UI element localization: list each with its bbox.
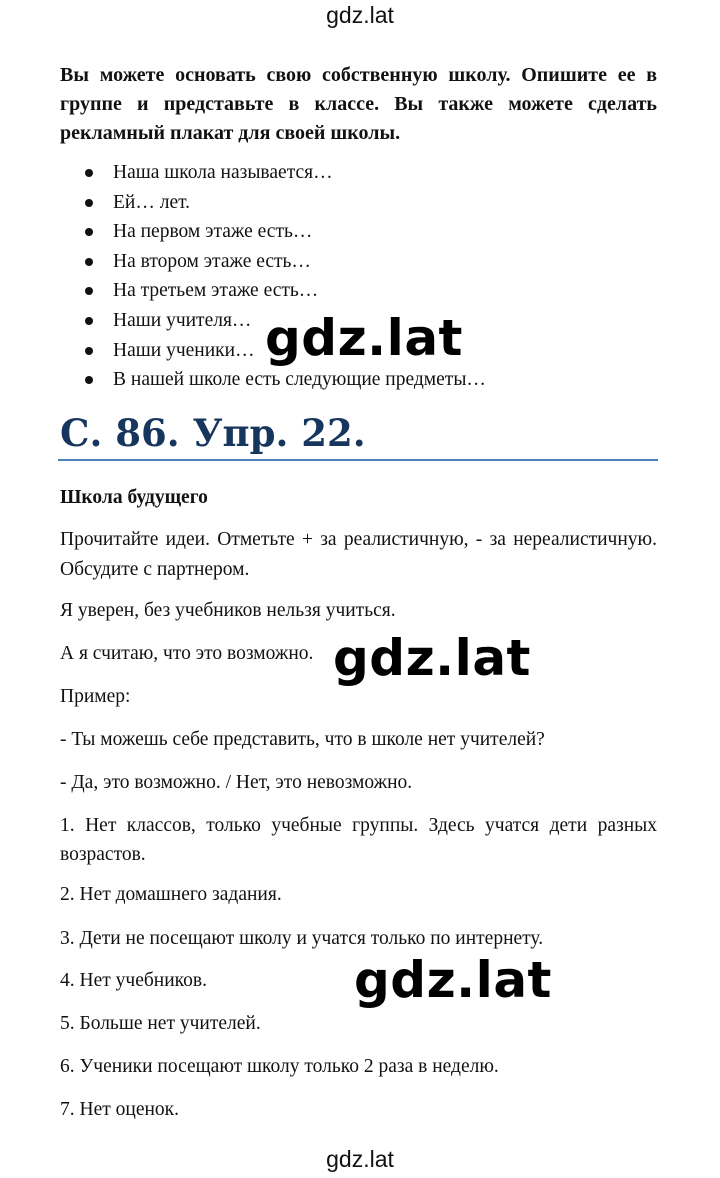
bullet-icon [85, 347, 93, 355]
bullet-icon [85, 287, 93, 295]
list-item-text: Наши учителя… [113, 309, 252, 331]
list-item [0, 247, 486, 277]
idea-item-3: 3. Дети не посещают школу и учатся только по интернету. [60, 928, 544, 949]
opinion-line-1: Я уверен, без учебников нельзя учиться. [60, 600, 396, 621]
list-item-text: Ей… лет. [113, 191, 191, 213]
idea-item-6: 6. Ученики посещают школу только 2 раза в неделю. [60, 1056, 499, 1077]
list-item [0, 188, 486, 218]
intro-paragraph: Вы можете основать свою собственную школу. Опишите ее в группе и представьте в классе. Вы также можете сделать рекламный плакат для своей школы. [60, 64, 657, 144]
list-item [0, 365, 486, 395]
list-item-text: Наша школа называется… [113, 162, 333, 183]
list-item-text: Наши ученики… [113, 339, 255, 361]
bullet-icon [85, 228, 93, 236]
idea-item-1: 1. Нет классов, только учебные группы. Здесь учатся дети разных возрастов. [60, 815, 657, 865]
watermark-large-3: gdz.lat [354, 951, 552, 1009]
bullet-icon [85, 258, 93, 266]
example-question: - Ты можешь себе представить, что в школе нет учителей? [60, 729, 545, 750]
bullet-icon [85, 169, 93, 177]
idea-item-7: 7. Нет оценок. [60, 1099, 180, 1120]
watermark-bottom: gdz.lat [326, 1146, 394, 1172]
opinion-line-2: А я считаю, что это возможно. [60, 643, 314, 664]
list-item [0, 276, 486, 306]
section-subheading: Школа будущего [60, 487, 208, 508]
example-answer: - Да, это возможно. / Нет, это невозможно. [60, 772, 413, 793]
idea-item-2: 2. Нет домашнего задания. [60, 884, 282, 905]
heading-divider [58, 459, 658, 461]
example-label: Пример: [60, 686, 131, 707]
list-item-text: На втором этаже есть… [113, 250, 311, 272]
bullet-icon [85, 199, 93, 207]
exercise-heading: С. 86. Упр. 22. [60, 411, 366, 455]
watermark-top: gdz.lat [326, 2, 394, 28]
list-item [0, 217, 486, 247]
watermark-large-2: gdz.lat [333, 629, 531, 687]
list-item [0, 158, 486, 188]
bullet-icon [85, 376, 93, 384]
idea-item-4: 4. Нет учебников. [60, 970, 207, 991]
bullet-icon [85, 317, 93, 325]
instruction-paragraph: Прочитайте идеи. Отметьте + за реалистичную, - за нереалистичную. Обсудите с партнером. [60, 529, 657, 580]
list-item-text: На третьем этаже есть… [113, 280, 319, 302]
idea-item-5: 5. Больше нет учителей. [60, 1013, 261, 1034]
list-item-text: В нашей школе есть следующие предметы… [113, 369, 486, 391]
watermark-large-1: gdz.lat [265, 309, 463, 367]
list-item-text: На первом этаже есть… [113, 221, 313, 243]
